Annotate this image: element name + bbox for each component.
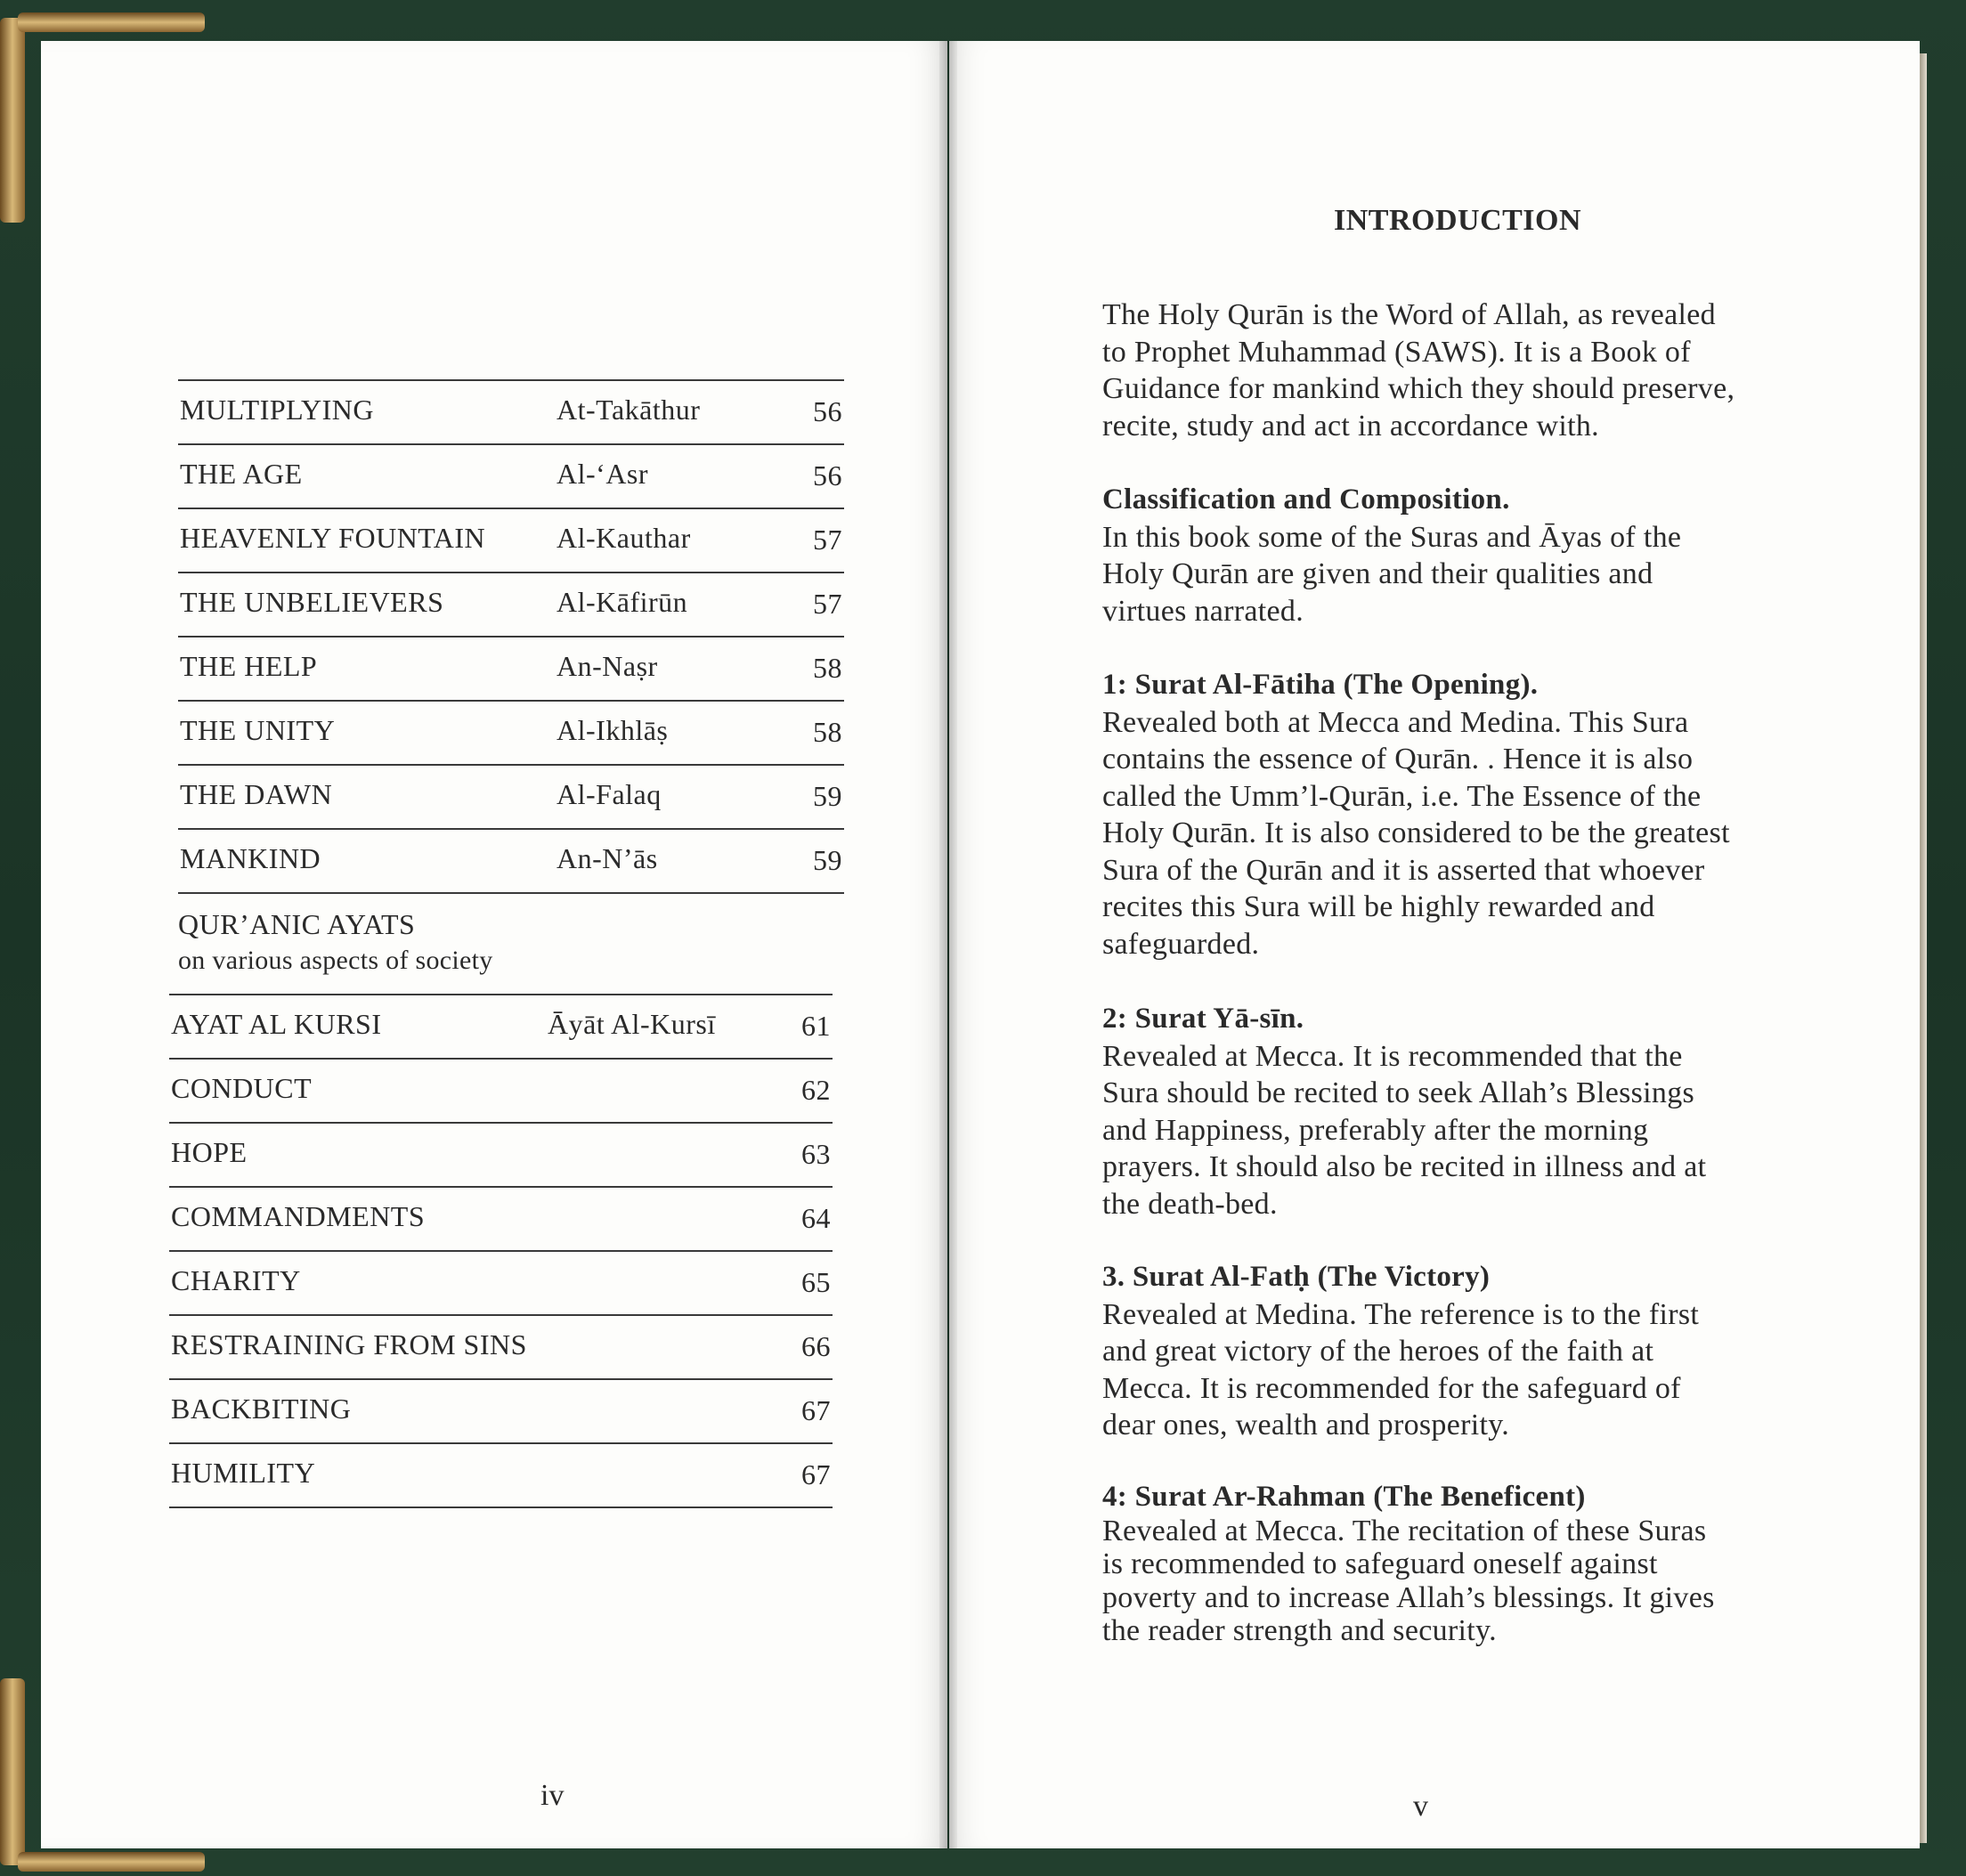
toc-arabic: Al-‘Asr: [556, 458, 649, 490]
toc-rule: [169, 1506, 833, 1508]
text-line: Revealed both at Mecca and Medina. This Sura: [1102, 705, 1689, 739]
toc-row: [169, 1250, 833, 1314]
contents-table: [178, 379, 844, 994]
toc-arabic: At-Takāthur: [556, 394, 701, 426]
toc-page: 56: [813, 459, 842, 491]
toc-title: THE HELP: [180, 650, 318, 682]
toc-page: 65: [801, 1266, 831, 1298]
text-line: contains the essence of Qurān. . Hence it is also: [1102, 743, 1694, 776]
section-heading: 1: Surat Al-Fātiha (The Opening).: [1102, 669, 1539, 701]
toc-title: THE AGE: [180, 458, 303, 490]
toc-page: 61: [801, 1010, 831, 1042]
intro-section: [1102, 482, 1832, 629]
toc-title: HEAVENLY FOUNTAIN: [180, 522, 486, 554]
toc-title: THE UNITY: [180, 714, 336, 746]
text-line: Sura of the Qurān and it is asserted that whoever: [1102, 853, 1705, 887]
toc-page: 58: [813, 652, 842, 684]
toc-arabic: Āyāt Al-Kursī: [548, 1008, 716, 1040]
toc-page: 64: [801, 1202, 831, 1234]
toc-section-title: QUR’ANIC AYATS: [178, 908, 416, 940]
intro-section: [1102, 1259, 1832, 1444]
toc-arabic: Al-Ikhlāṣ: [556, 714, 669, 746]
text-line: Guidance for mankind which they should preserve,: [1102, 372, 1735, 405]
section-heading: 3. Surat Al-Fatḥ (The Victory): [1102, 1261, 1491, 1293]
toc-row: [178, 828, 844, 892]
text-line: recite, study and act in accordance with.: [1102, 409, 1599, 443]
toc-arabic: Al-Falaq: [556, 778, 662, 810]
toc-title: AYAT AL KURSI: [171, 1008, 382, 1040]
toc-title: CONDUCT: [171, 1072, 313, 1104]
text-line: Holy Qurān are given and their qualities and: [1102, 557, 1653, 590]
toc-title: HOPE: [171, 1136, 248, 1168]
text-line: Revealed at Mecca. The recitation of these Suras: [1102, 1514, 1707, 1547]
intro-title: INTRODUCTION: [1334, 204, 1582, 237]
toc-arabic: Al-Kāfirūn: [556, 586, 688, 618]
toc-row: [178, 764, 844, 828]
toc-arabic: An-N’ās: [556, 842, 658, 874]
toc-page: 56: [813, 395, 842, 427]
text-line: and great victory of the heroes of the faith at: [1102, 1335, 1654, 1368]
toc-row: [178, 508, 844, 572]
toc-page: 59: [813, 844, 842, 876]
toc-page: 58: [813, 716, 842, 748]
contents-table-continued: [169, 994, 833, 1508]
toc-row: [169, 1058, 833, 1122]
toc-row: [178, 572, 844, 636]
text-line: dear ones, wealth and prosperity.: [1102, 1409, 1510, 1442]
toc-row: [169, 1122, 833, 1186]
toc-page: 59: [813, 780, 842, 812]
toc-row: [178, 443, 844, 508]
corner-protector: [18, 1852, 205, 1872]
toc-section-heading: [178, 892, 844, 994]
toc-row: [178, 379, 844, 443]
intro-paragraph: [1102, 296, 1832, 444]
toc-row: [169, 1186, 833, 1250]
toc-title: THE DAWN: [180, 778, 333, 810]
text-line: called the Umm’l-Qurān, i.e. The Essence of the: [1102, 779, 1702, 813]
toc-page: 63: [801, 1138, 831, 1170]
toc-title: MULTIPLYING: [180, 394, 374, 426]
section-heading: 2: Surat Yā-sīn.: [1102, 1003, 1304, 1035]
toc-row: [169, 1314, 833, 1378]
page-number-right: v: [1413, 1790, 1428, 1823]
toc-title: MANKIND: [180, 842, 321, 874]
intro-section: [1102, 1481, 1832, 1648]
text-line: safeguarded.: [1102, 927, 1260, 961]
corner-protector: [18, 12, 205, 32]
intro-section: [1102, 667, 1832, 962]
text-line: Sura should be recited to seek Allah’s Blessings: [1102, 1076, 1695, 1109]
corner-protector: [0, 18, 25, 223]
toc-row: [178, 700, 844, 764]
text-line: Revealed at Mecca. It is recommended that the: [1102, 1039, 1683, 1073]
text-line: prayers. It should also be recited in illness and at: [1102, 1150, 1707, 1183]
text-line: the death-bed.: [1102, 1187, 1278, 1221]
toc-page: 62: [801, 1074, 831, 1106]
text-line: Holy Qurān. It is also considered to be the greatest: [1102, 816, 1730, 849]
text-line: poverty and to increase Allah’s blessings. It gives: [1102, 1580, 1715, 1614]
toc-page: 67: [801, 1458, 831, 1490]
toc-title: THE UNBELIEVERS: [180, 586, 444, 618]
toc-section-subtitle: on various aspects of society: [178, 946, 493, 975]
toc-row: [169, 994, 833, 1058]
book-gutter: [939, 41, 957, 1848]
toc-title: RESTRAINING FROM SINS: [171, 1328, 527, 1360]
corner-protector: [0, 1678, 25, 1865]
text-line: The Holy Qurān is the Word of Allah, as revealed: [1102, 298, 1716, 331]
text-line: Revealed at Medina. The reference is to the first: [1102, 1297, 1700, 1331]
section-heading: Classification and Composition.: [1102, 483, 1510, 516]
text-line: virtues narrated.: [1102, 594, 1304, 628]
text-line: is recommended to safeguard oneself against: [1102, 1547, 1658, 1580]
toc-arabic: Al-Kauthar: [556, 522, 691, 554]
toc-arabic: An-Naṣr: [556, 650, 658, 682]
text-line: and Happiness, preferably after the morning: [1102, 1113, 1649, 1147]
toc-title: HUMILITY: [171, 1457, 316, 1489]
toc-title: BACKBITING: [171, 1393, 352, 1425]
text-line: the reader strength and security.: [1102, 1614, 1497, 1647]
text-line: Mecca. It is recommended for the safeguard of: [1102, 1371, 1681, 1405]
toc-row: [169, 1378, 833, 1442]
intro-section: [1102, 1001, 1832, 1222]
toc-page: 66: [801, 1330, 831, 1362]
text-line: In this book some of the Suras and Āyas of the: [1102, 520, 1682, 554]
text-line: recites this Sura will be highly rewarded and: [1102, 890, 1655, 923]
page-number-left: iv: [540, 1779, 565, 1812]
toc-page: 57: [813, 588, 842, 620]
toc-row: [178, 636, 844, 700]
text-line: to Prophet Muhammad (SAWS). It is a Book of: [1102, 335, 1691, 369]
toc-title: COMMANDMENTS: [171, 1200, 426, 1232]
toc-row: [169, 1442, 833, 1506]
toc-page: 67: [801, 1394, 831, 1426]
section-heading: 4: Surat Ar-Rahman (The Beneficent): [1102, 1481, 1586, 1513]
toc-title: CHARITY: [171, 1264, 301, 1296]
toc-page: 57: [813, 524, 842, 556]
